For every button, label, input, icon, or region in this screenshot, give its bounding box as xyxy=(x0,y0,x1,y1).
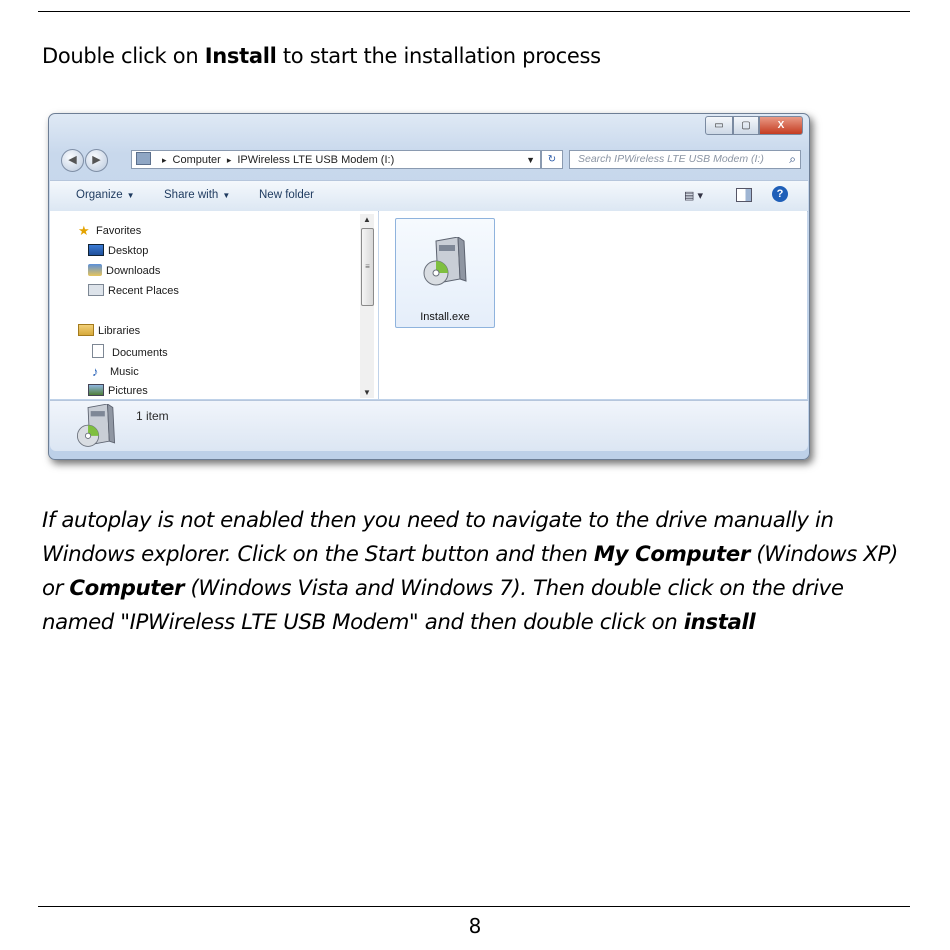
window-controls xyxy=(705,116,803,135)
bottom-rule xyxy=(38,906,910,907)
new-folder-button[interactable]: New folder xyxy=(259,189,314,201)
navigation-row xyxy=(59,148,799,172)
organize-menu[interactable]: Organize ▼ xyxy=(76,189,135,201)
change-view-button[interactable] xyxy=(684,189,703,202)
scroll-thumb[interactable]: ≡ xyxy=(361,228,374,306)
help-icon[interactable]: ? xyxy=(772,186,788,202)
address-dropdown-icon[interactable]: ▼ xyxy=(526,155,535,165)
scroll-up-icon[interactable]: ▲ xyxy=(363,215,371,224)
nav-libraries[interactable]: Libraries xyxy=(78,324,140,337)
chevron-down-icon: ▼ xyxy=(126,191,135,200)
intro-install-bold: Install xyxy=(204,44,277,68)
instructions-paragraph: If autoplay is not enabled then you need to navigate to the drive manually in Windows explorer. Click on the Start button and then My Computer (Windows XP) or Computer (Windows Vista and Windows 7). Then double click on the drive named "IPWireless LTE USB Modem" and then double click on install xyxy=(42,508,898,635)
item-count: 1 item xyxy=(136,409,169,423)
address-bar[interactable]: ▸ Computer ▸ IPWireless LTE USB Modem (I:) ▼ xyxy=(131,150,541,169)
explorer-window xyxy=(48,113,810,460)
command-toolbar xyxy=(50,180,808,212)
libraries-icon xyxy=(78,324,94,336)
top-rule xyxy=(38,11,910,12)
music-icon: ♪ xyxy=(92,364,99,379)
my-computer-bold: My Computer xyxy=(593,542,750,567)
install-bold: install xyxy=(683,610,756,635)
computer-bold: Computer xyxy=(69,576,185,601)
nav-favorites[interactable]: ★ Favorites xyxy=(78,223,142,238)
crumb-drive[interactable]: IPWireless LTE USB Modem (I:) xyxy=(237,154,395,166)
status-bar xyxy=(50,400,808,451)
nav-pane-scrollbar[interactable] xyxy=(360,214,374,398)
crumb-computer[interactable]: Computer xyxy=(172,154,221,166)
recent-places-icon xyxy=(88,284,104,296)
back-button[interactable]: ◀ xyxy=(61,149,84,172)
nav-desktop[interactable]: Desktop xyxy=(88,244,148,257)
nav-downloads[interactable]: Downloads xyxy=(88,264,160,277)
refresh-button[interactable] xyxy=(541,150,563,169)
search-icon: ⌕ xyxy=(789,152,796,166)
pictures-icon xyxy=(88,384,104,396)
nav-music[interactable]: ♪ Music xyxy=(92,364,139,379)
search-input[interactable]: Search IPWireless LTE USB Modem (I:) ⌕ xyxy=(569,150,801,169)
preview-pane-icon[interactable] xyxy=(736,188,752,202)
install-exe-file[interactable] xyxy=(395,218,495,328)
documents-icon xyxy=(92,344,104,358)
desktop-icon xyxy=(88,244,104,256)
intro-instruction: Double click on Install to start the installation process xyxy=(42,44,601,68)
nav-recent-places[interactable]: Recent Places xyxy=(88,284,179,297)
scroll-down-icon[interactable]: ▼ xyxy=(363,388,371,397)
share-with-menu[interactable]: Share with ▼ xyxy=(164,189,231,201)
computer-icon xyxy=(136,152,151,165)
file-list xyxy=(379,211,807,399)
downloads-icon xyxy=(88,264,102,276)
views-icon: ▤ ▾ xyxy=(684,190,703,202)
forward-button[interactable]: ▶ xyxy=(85,149,108,172)
nav-pictures[interactable]: Pictures xyxy=(88,384,148,397)
nav-documents[interactable]: Documents xyxy=(92,344,168,359)
close-button[interactable]: X xyxy=(759,116,803,135)
star-icon: ★ xyxy=(78,223,90,238)
installer-icon-large xyxy=(74,404,118,450)
installer-icon xyxy=(422,237,468,289)
minimize-button[interactable]: ▭ xyxy=(705,116,733,135)
page-number: 8 xyxy=(468,914,482,938)
navigation-pane xyxy=(50,211,378,399)
chevron-down-icon: ▼ xyxy=(222,191,231,200)
refresh-icon: ↻ xyxy=(547,154,557,165)
file-name: Install.exe xyxy=(420,311,470,323)
maximize-button[interactable]: ▢ xyxy=(733,116,759,135)
